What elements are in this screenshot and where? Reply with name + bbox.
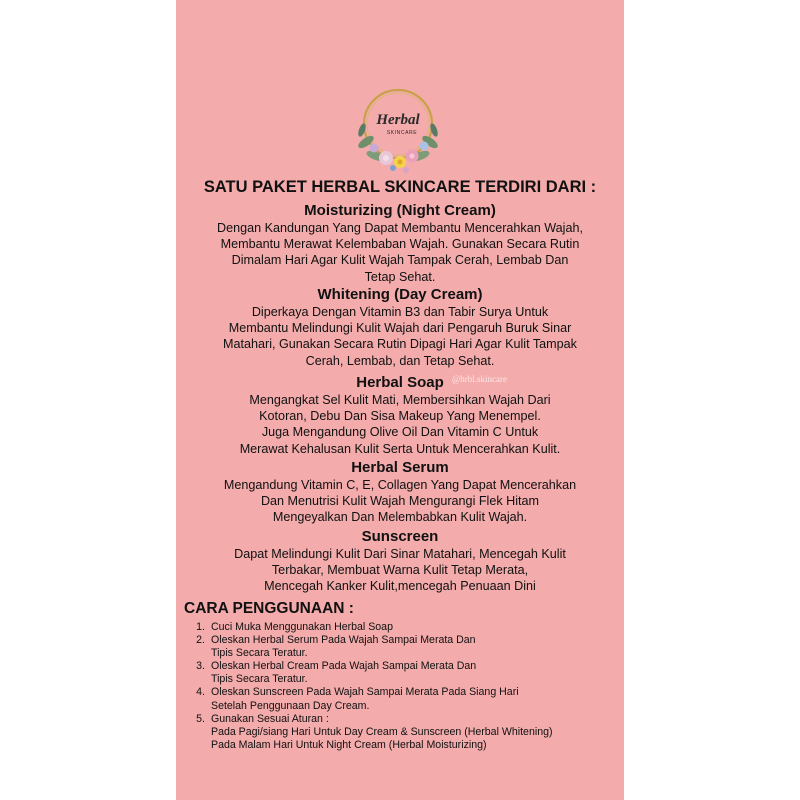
body-line: Kotoran, Debu Dan Sisa Makeup Yang Menempel. bbox=[259, 409, 541, 424]
right-margin bbox=[624, 0, 800, 800]
body-line: Dan Menutrisi Kulit Wajah Mengurangi Flek Hitam bbox=[260, 494, 540, 509]
body-line: Matahari, Gunakan Secara Rutin Dipagi Hari Agar Kulit Tampak bbox=[223, 337, 577, 352]
step-line: Oleskan Herbal Cream Pada Wajah Sampai Merata Dan bbox=[211, 660, 477, 673]
body-line: Terbakar, Membuat Warna Kulit Tetap Merata, bbox=[271, 563, 529, 578]
body-line: Mengangkat Sel Kulit Mati, Membersihkan Wajah Dari bbox=[249, 393, 551, 407]
left-margin bbox=[0, 0, 176, 800]
section-body bbox=[184, 220, 616, 285]
section-body bbox=[184, 304, 616, 369]
logo-script-text: Herbal bbox=[376, 112, 420, 128]
usage-title: CARA PENGGUNAAN : bbox=[184, 600, 354, 617]
section-title: Sunscreen bbox=[361, 528, 439, 545]
usage-steps-list bbox=[184, 621, 614, 752]
section-herbal-serum bbox=[184, 459, 616, 526]
body-line: Tetap Sehat. bbox=[364, 269, 436, 284]
step-line: Tipis Secara Teratur. bbox=[211, 673, 308, 686]
step-line: Setelah Penggunaan Day Cream. bbox=[211, 699, 370, 712]
body-line: Cerah, Lembab, dan Tetap Sehat. bbox=[305, 353, 495, 368]
step-number: 3. bbox=[196, 660, 205, 673]
body-line: Mengandung Vitamin C, E, Collagen Yang Dapat Mencerahkan bbox=[223, 478, 577, 492]
logo-sub-text: SKINCARE bbox=[386, 130, 418, 136]
step-line: Cuci Muka Menggunakan Herbal Soap bbox=[211, 621, 393, 633]
body-line: Mengeyalkan Dan Melembabkan Kulit Wajah. bbox=[272, 510, 528, 525]
section-whitening bbox=[184, 286, 616, 369]
section-title: Herbal Serum bbox=[351, 459, 449, 476]
herbal-skincare-logo bbox=[346, 84, 450, 180]
step-number: 4. bbox=[196, 686, 205, 699]
step-number: 1. bbox=[196, 621, 205, 633]
section-herbal-soap bbox=[184, 374, 616, 457]
usage-step bbox=[184, 660, 614, 686]
page-headline: SATU PAKET HERBAL SKINCARE TERDIRI DARI : bbox=[203, 178, 597, 196]
step-number: 2. bbox=[196, 634, 205, 647]
section-title: Whitening (Day Cream) bbox=[317, 286, 483, 303]
body-line: Merawat Kehalusan Kulit Serta Untuk Mencerahkan Kulit. bbox=[239, 441, 561, 456]
body-line: Dimalam Hari Agar Kulit Wajah Tampak Cerah, Lembab Dan bbox=[231, 253, 569, 268]
step-line: Oleskan Herbal Serum Pada Wajah Sampai Merata Dan bbox=[211, 634, 476, 647]
step-line: Pada Pagi/siang Hari Untuk Day Cream & Sunscreen (Herbal Whitening) bbox=[211, 725, 553, 738]
section-moisturizing bbox=[184, 202, 616, 285]
step-line: Tipis Secara Teratur. bbox=[211, 647, 308, 660]
body-line: Diperkaya Dengan Vitamin B3 dan Tabir Surya Untuk bbox=[251, 305, 549, 319]
section-sunscreen bbox=[184, 528, 616, 595]
step-line: Oleskan Sunscreen Pada Wajah Sampai Merata Pada Siang Hari bbox=[211, 686, 519, 699]
body-line: Membantu Merawat Kelembaban Wajah. Gunakan Secara Rutin bbox=[220, 237, 580, 252]
step-line: Pada Malam Hari Untuk Night Cream (Herbal Moisturizing) bbox=[211, 738, 487, 751]
body-line: Dapat Melindungi Kulit Dari Sinar Matahari, Mencegah Kulit bbox=[234, 547, 566, 561]
product-info-panel bbox=[176, 0, 624, 800]
section-title: Moisturizing (Night Cream) bbox=[304, 202, 496, 219]
section-body bbox=[184, 477, 616, 526]
section-body bbox=[184, 546, 616, 595]
body-line: Juga Mengandung Olive Oil Dan Vitamin C Untuk bbox=[261, 425, 539, 440]
instagram-watermark: @hrbl.skincare bbox=[452, 374, 508, 384]
section-title: Herbal Soap bbox=[356, 374, 444, 391]
section-body bbox=[184, 392, 616, 457]
usage-step bbox=[184, 634, 614, 660]
step-number: 5. bbox=[196, 712, 205, 725]
body-line: Dengan Kandungan Yang Dapat Membantu Mencerahkan Wajah, bbox=[217, 221, 583, 235]
body-line: Mencegah Kanker Kulit,mencegah Penuaan Dini bbox=[264, 579, 536, 594]
body-line: Membantu Melindungi Kulit Wajah dari Pengaruh Buruk Sinar bbox=[228, 321, 572, 336]
step-line: Gunakan Sesuai Aturan : bbox=[211, 712, 329, 725]
usage-step bbox=[184, 686, 614, 712]
usage-step bbox=[184, 621, 614, 634]
usage-step bbox=[184, 713, 614, 752]
